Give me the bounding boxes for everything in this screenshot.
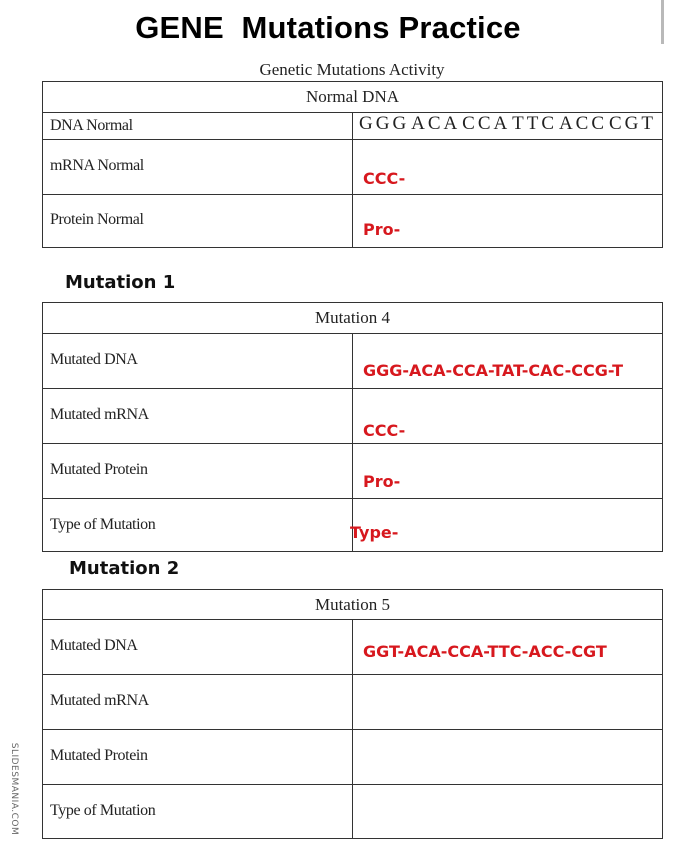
mutation-1-table	[42, 302, 663, 552]
table-row	[43, 785, 663, 839]
scrollbar[interactable]	[661, 0, 664, 44]
table-row	[43, 140, 663, 195]
answer-cell[interactable]	[353, 620, 663, 675]
row-label: Mutated Protein	[50, 747, 148, 764]
table-row	[43, 730, 663, 785]
answer-text: GGG-ACA-CCA-TAT-CAC-CCG-T	[363, 361, 624, 380]
codon: ACC	[558, 113, 608, 134]
answer-text: CCC-	[363, 169, 406, 188]
answer-cell[interactable]	[353, 389, 663, 444]
section-label-mutation-1: Mutation 1	[65, 272, 176, 293]
table-row	[43, 334, 663, 389]
row-label: Mutated DNA	[50, 351, 138, 368]
row-label: Type of Mutation	[50, 516, 156, 533]
answer-cell[interactable]	[353, 785, 663, 839]
answer-cell[interactable]	[353, 140, 663, 195]
normal-dna-table	[42, 81, 663, 248]
activity-title: Genetic Mutations Activity	[259, 60, 445, 79]
row-label: Mutated mRNA	[50, 692, 149, 709]
page-title: GENE Mutations Practice	[135, 10, 521, 45]
table-row	[43, 675, 663, 730]
answer-cell[interactable]	[353, 195, 663, 248]
table-row	[43, 389, 663, 444]
answer-cell[interactable]	[353, 334, 663, 389]
row-label: Mutated mRNA	[50, 406, 149, 423]
table-header: Mutation 4	[43, 303, 663, 334]
answer-cell[interactable]	[353, 675, 663, 730]
table-row	[43, 195, 663, 248]
table-header: Mutation 5	[43, 590, 663, 620]
table-row	[43, 113, 663, 140]
answer-cell[interactable]	[353, 444, 663, 499]
row-label: Mutated DNA	[50, 637, 138, 654]
mutation-2-table	[42, 589, 663, 839]
answer-text: Pro-	[363, 220, 401, 239]
answer-cell[interactable]	[350, 499, 663, 552]
row-label: Type of Mutation	[50, 802, 156, 819]
answer-text: Pro-	[363, 472, 401, 491]
answer-text: CCC-	[363, 421, 406, 440]
table-row	[43, 444, 663, 499]
codon: TTC	[512, 113, 558, 134]
codon: ACA	[411, 113, 461, 134]
codon: CCA	[462, 113, 511, 134]
table-row	[43, 499, 663, 552]
row-label: DNA Normal	[50, 117, 133, 134]
watermark: SLIDESMANIA.COM	[9, 742, 19, 836]
table-header: Normal DNA	[43, 82, 663, 113]
row-label: Mutated Protein	[50, 461, 148, 478]
codon-list	[353, 113, 662, 135]
answer-text: GGT-ACA-CCA-TTC-ACC-CGT	[363, 642, 607, 661]
row-label: Protein Normal	[50, 211, 144, 228]
codon: CGT	[608, 113, 656, 134]
codon: GGG	[359, 113, 410, 134]
answer-cell[interactable]	[353, 730, 663, 785]
dna-normal-cell	[353, 113, 663, 140]
table-row	[43, 620, 663, 675]
row-label: mRNA Normal	[50, 157, 144, 174]
section-label-mutation-2: Mutation 2	[69, 558, 180, 579]
answer-text: Type-	[350, 523, 399, 542]
